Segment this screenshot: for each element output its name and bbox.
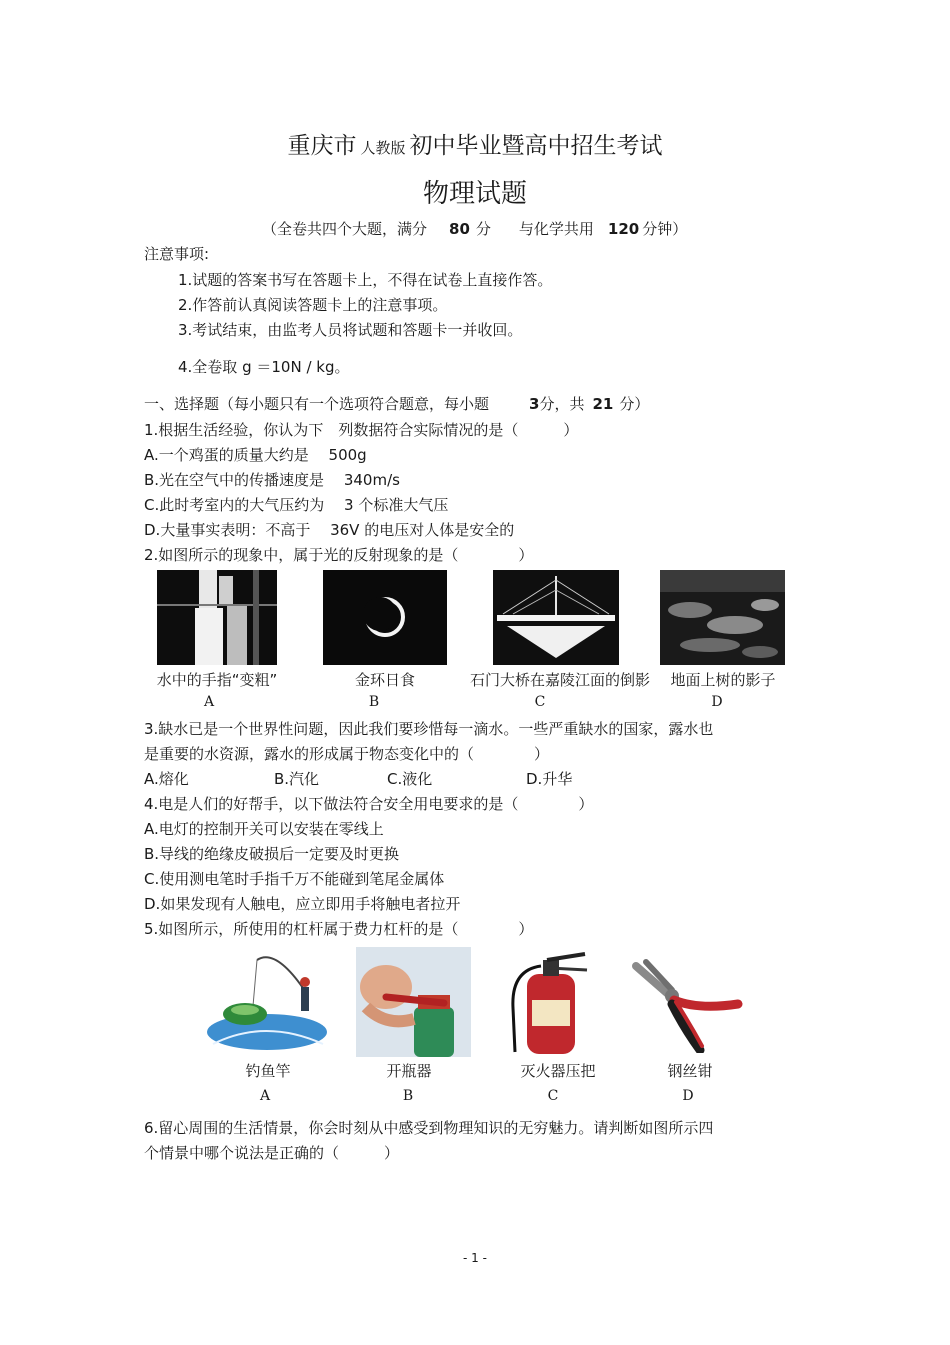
- q5-letter-c: C: [547, 1088, 559, 1104]
- q2-stem: 2.如图所示的现象中，属于光的反射现象的是（ ）: [144, 546, 534, 564]
- q2-caption-d: 地面上树的影子: [670, 671, 776, 689]
- q5-stem: 5.如图所示，所使用的杠杆属于费力杠杆的是（ ）: [144, 920, 534, 938]
- info-unit: 分: [475, 220, 491, 238]
- q1-option-c: C.此时考室内的大气压约为 3 个标准大气压: [144, 496, 449, 514]
- q1-option-b: B.光在空气中的传播速度是 340m/s: [144, 471, 400, 489]
- title-edition: 人教版: [360, 139, 406, 157]
- section1-prefix: 一、选择题（每小题只有一个选项符合题意，每小题: [144, 395, 490, 413]
- info-suffix: 分钟）: [642, 220, 688, 238]
- finger-in-water-illustration: [157, 570, 277, 665]
- q1-option-a: A.一个鸡蛋的质量大约是 500g: [144, 446, 367, 464]
- q2-caption-a: 水中的手指“变粗”: [156, 671, 278, 689]
- q2-image-a: [157, 570, 277, 665]
- note-item-1: 1.试题的答案书写在答题卡上，不得在试卷上直接作答。: [178, 271, 553, 289]
- info-middle: 与化学共用: [518, 220, 594, 238]
- pliers-illustration: [628, 958, 743, 1053]
- title-exam: 初中毕业暨高中招生考试: [409, 133, 663, 159]
- section1-middle: 分，共: [539, 395, 585, 413]
- section1-points-each: 3: [529, 395, 540, 413]
- fire-extinguisher-illustration: [505, 948, 600, 1056]
- page-number: - 1 -: [463, 1251, 487, 1265]
- q3-option-c: C.液化: [387, 770, 433, 788]
- q5-image-a: [205, 948, 330, 1056]
- info-time: 120: [607, 220, 640, 238]
- fishing-rod-illustration: [205, 948, 330, 1056]
- note-item-3: 3.考试结束，由监考人员将试题和答题卡一并收回。: [178, 321, 523, 339]
- q2-image-c: [493, 570, 619, 665]
- q5-caption-d: 钢丝钳: [667, 1062, 713, 1080]
- q4-option-c: C.使用测电笔时手指千万不能碰到笔尾金属体: [144, 870, 445, 888]
- q3-option-d: D.升华: [526, 770, 573, 788]
- q5-caption-c: 灭火器压把: [520, 1062, 596, 1080]
- q5-image-c: [505, 948, 600, 1056]
- q3-option-b: B.汽化: [274, 770, 320, 788]
- notes-heading: 注意事项:: [144, 245, 210, 263]
- q5-caption-b: 开瓶器: [386, 1062, 432, 1080]
- exam-subtitle: 物理试题: [422, 179, 527, 209]
- q4-option-b: B.导线的绝缘皮破损后一定要及时更换: [144, 845, 400, 863]
- q5-image-b: [356, 947, 471, 1057]
- q3-option-a: A.熔化: [144, 770, 189, 788]
- q2-image-b: [323, 570, 447, 665]
- q2-caption-c: 石门大桥在嘉陵江面的倒影: [469, 671, 650, 689]
- q6-stem-line2: 个情景中哪个说法是正确的（ ）: [144, 1144, 400, 1162]
- annular-eclipse-illustration: [323, 570, 447, 665]
- note-item-2: 2.作答前认真阅读答题卡上的注意事项。: [178, 296, 448, 314]
- q5-caption-a: 钓鱼竿: [245, 1062, 291, 1080]
- q3-stem-line2: 是重要的水资源，露水的形成属于物态变化中的（ ）: [144, 745, 550, 763]
- q5-image-d: [628, 958, 743, 1053]
- q5-letter-d: D: [682, 1088, 694, 1104]
- q3-stem-line1: 3.缺水已是一个世界性问题，因此我们要珍惜每一滴水。一些严重缺水的国家，露水也: [144, 720, 714, 738]
- title-city: 重庆市: [287, 133, 357, 159]
- q5-letter-a: A: [259, 1088, 271, 1104]
- section1-heading: [144, 394, 649, 414]
- section1-points-total: 21: [592, 395, 614, 413]
- info-score: 80: [449, 220, 470, 238]
- q4-stem: 4.电是人们的好帮手，以下做法符合安全用电要求的是（ ）: [144, 795, 594, 813]
- tree-shadow-illustration: [660, 570, 785, 665]
- bottle-opener-illustration: [356, 947, 471, 1057]
- q4-option-a: A.电灯的控制开关可以安装在零线上: [144, 820, 384, 838]
- note-item-4: 4.全卷取 g ＝10N / kg。: [178, 358, 350, 376]
- info-prefix: （全卷共四个大题，满分: [262, 220, 428, 238]
- q2-letter-c: C: [534, 694, 546, 710]
- q2-image-d: [660, 570, 785, 665]
- q5-letter-b: B: [402, 1088, 414, 1104]
- q2-caption-b: 金环日食: [354, 671, 415, 689]
- q1-option-d: D.大量事实表明：不高于 36V 的电压对人体是安全的: [144, 521, 515, 539]
- q2-letter-d: D: [711, 694, 723, 710]
- bridge-reflection-illustration: [493, 570, 619, 665]
- exam-title: [0, 127, 950, 160]
- q6-stem-line1: 6.留心周围的生活情景，你会时刻从中感受到物理知识的无穷魅力。请判断如图所示四: [144, 1119, 714, 1137]
- exam-info: [262, 219, 687, 239]
- q2-letter-a: A: [203, 694, 215, 710]
- section1-suffix: 分）: [619, 395, 650, 413]
- q1-stem: 1.根据生活经验，你认为下 列数据符合实际情况的是（ ）: [144, 421, 579, 439]
- q4-option-d: D.如果发现有人触电，应立即用手将触电者拉开: [144, 895, 461, 913]
- q2-letter-b: B: [368, 694, 380, 710]
